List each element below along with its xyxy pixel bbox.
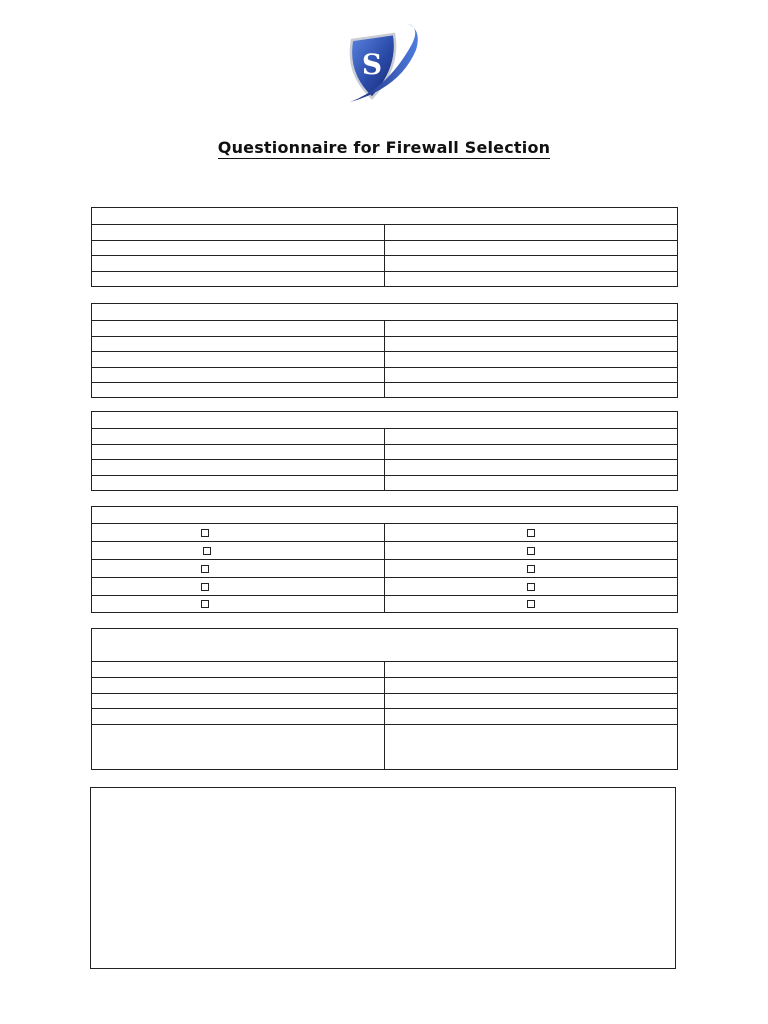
option-cell [92, 542, 385, 559]
field-value-cell[interactable] [385, 476, 678, 491]
field-value-cell[interactable] [385, 460, 678, 475]
field-label-cell [92, 445, 385, 460]
checkbox[interactable] [201, 565, 209, 573]
table-row [92, 383, 677, 397]
field-label-cell [92, 241, 385, 256]
table-row [92, 241, 677, 257]
field-value-cell[interactable] [385, 272, 678, 287]
field-label-cell [92, 678, 385, 693]
table-row [92, 678, 677, 694]
section-header [92, 629, 677, 662]
table-row [92, 429, 677, 445]
field-label-cell [92, 337, 385, 352]
field-value-cell[interactable] [385, 725, 678, 770]
field-label-cell [92, 321, 385, 336]
option-cell [385, 596, 678, 612]
field-label-cell [92, 460, 385, 475]
table-row [92, 694, 677, 710]
checkbox[interactable] [527, 583, 535, 591]
checkbox[interactable] [203, 547, 211, 555]
option-cell [385, 542, 678, 559]
form-section-3 [91, 411, 678, 491]
checkbox[interactable] [527, 529, 535, 537]
table-row [92, 337, 677, 353]
checkbox[interactable] [201, 600, 209, 608]
page-title: Questionnaire for Firewall Selection [217, 138, 551, 157]
option-cell [385, 524, 678, 541]
field-value-cell[interactable] [385, 352, 678, 367]
table-row [92, 256, 677, 272]
checkbox[interactable] [527, 600, 535, 608]
field-label-cell [92, 709, 385, 724]
field-label-cell [92, 383, 385, 397]
option-cell [92, 596, 385, 612]
table-row [92, 476, 677, 491]
option-cell [92, 560, 385, 577]
form-section-1 [91, 207, 678, 287]
field-value-cell[interactable] [385, 445, 678, 460]
table-row [92, 321, 677, 337]
table-row [92, 596, 677, 612]
field-label-cell [92, 272, 385, 287]
field-value-cell[interactable] [385, 662, 678, 677]
field-value-cell[interactable] [385, 225, 678, 240]
field-label-cell [92, 256, 385, 271]
section-header [92, 507, 677, 524]
table-row [92, 662, 677, 678]
field-label-cell [92, 725, 385, 770]
logo-letter: S [361, 48, 383, 81]
form-section-4 [91, 506, 678, 613]
table-row [92, 460, 677, 476]
field-value-cell[interactable] [385, 337, 678, 352]
table-row [92, 578, 677, 596]
field-value-cell[interactable] [385, 241, 678, 256]
company-logo [336, 18, 432, 106]
field-value-cell[interactable] [385, 256, 678, 271]
notes-box[interactable] [90, 787, 676, 969]
table-row [92, 352, 677, 368]
table-row [92, 272, 677, 287]
section-header [92, 412, 677, 429]
table-row [92, 368, 677, 384]
field-label-cell [92, 476, 385, 491]
section-header [92, 304, 677, 321]
table-row [92, 542, 677, 560]
checkbox[interactable] [201, 529, 209, 537]
form-section-2 [91, 303, 678, 398]
field-value-cell[interactable] [385, 383, 678, 397]
checkbox[interactable] [201, 583, 209, 591]
field-label-cell [92, 662, 385, 677]
table-row [92, 709, 677, 725]
field-label-cell [92, 352, 385, 367]
option-cell [385, 578, 678, 595]
field-value-cell[interactable] [385, 709, 678, 724]
field-label-cell [92, 694, 385, 709]
field-value-cell[interactable] [385, 429, 678, 444]
table-row [92, 225, 677, 241]
section-header [92, 208, 677, 225]
field-label-cell [92, 368, 385, 383]
checkbox[interactable] [527, 547, 535, 555]
option-cell [92, 578, 385, 595]
field-value-cell[interactable] [385, 321, 678, 336]
field-label-cell [92, 225, 385, 240]
table-row [92, 725, 677, 770]
option-cell [92, 524, 385, 541]
field-value-cell[interactable] [385, 678, 678, 693]
table-row [92, 524, 677, 542]
form-section-5 [91, 628, 678, 770]
checkbox[interactable] [527, 565, 535, 573]
field-label-cell [92, 429, 385, 444]
table-row [92, 560, 677, 578]
option-cell [385, 560, 678, 577]
table-row [92, 445, 677, 461]
field-value-cell[interactable] [385, 694, 678, 709]
field-value-cell[interactable] [385, 368, 678, 383]
